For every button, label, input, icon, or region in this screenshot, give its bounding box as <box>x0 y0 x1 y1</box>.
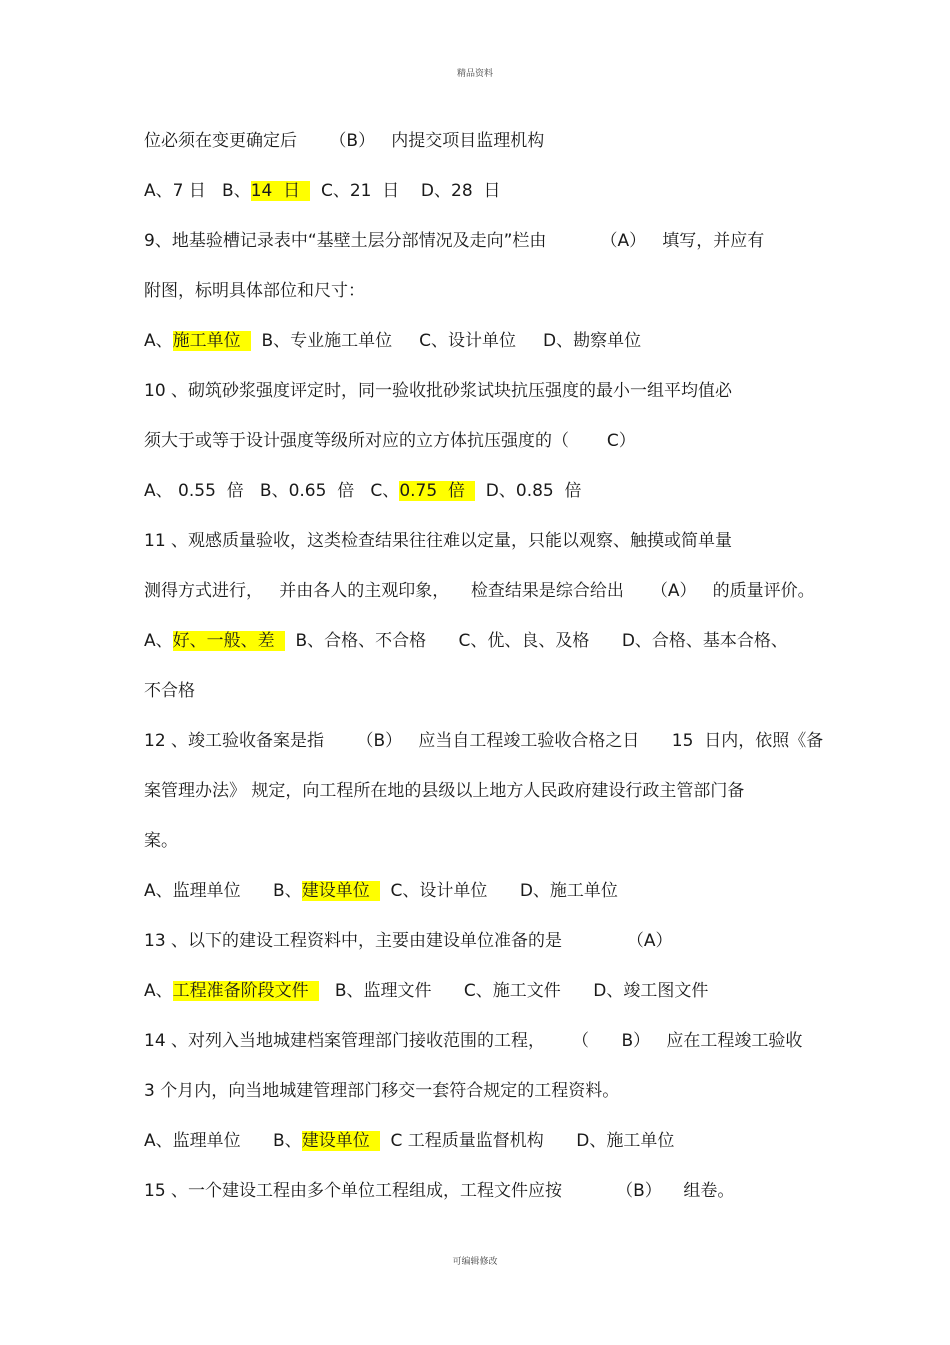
text-segment: D、0.85 倍 <box>474 481 582 501</box>
text-line <box>144 679 824 703</box>
text-line <box>144 729 824 753</box>
text-line <box>144 329 824 353</box>
highlighted-answer: 建设单位 <box>302 881 380 901</box>
text-segment: 12 、竣工验收备案是指 （B） 应当自工程竣工验收合格之日 15 日内，依照《备 <box>144 731 824 751</box>
text-segment: 案。 <box>144 831 178 851</box>
text-segment: 附图，标明具体部位和尺寸： <box>144 281 365 301</box>
text-segment: A、 0.55 倍 B、0.65 倍 C、 <box>144 481 400 501</box>
text-line <box>144 779 824 803</box>
text-segment: 14 、对列入当地城建档案管理部门接收范围的工程， （ B） 应在工程竣工验收 <box>144 1031 803 1051</box>
text-segment: C 工程质量监督机构 D、施工单位 <box>379 1131 675 1151</box>
text-segment: 须大于或等于设计强度等级所对应的立方体抗压强度的（ C） <box>144 431 636 451</box>
highlighted-answer: 工程准备阶段文件 <box>173 981 319 1001</box>
text-line <box>144 529 824 553</box>
text-segment: A、 <box>144 981 173 1001</box>
text-line <box>144 1029 824 1053</box>
text-segment: A、 <box>144 331 173 351</box>
text-segment: 11 、观感质量验收，这类检查结果往往难以定量，只能以观察、触摸或简单量 <box>144 531 733 551</box>
text-line <box>144 429 824 453</box>
text-segment: 案管理办法》 规定，向工程所在地的县级以上地方人民政府建设行政主管部门备 <box>144 781 745 801</box>
text-segment: B、专业施工单位 C、设计单位 D、勘察单位 <box>250 331 642 351</box>
text-line <box>144 1079 824 1103</box>
text-segment: 15 、一个建设工程由多个单位工程组成，工程文件应按 （B） 组卷。 <box>144 1181 735 1201</box>
text-line <box>144 229 824 253</box>
text-line <box>144 379 824 403</box>
text-line <box>144 929 824 953</box>
text-line <box>144 1129 824 1153</box>
text-line <box>144 129 824 153</box>
text-line <box>144 279 824 303</box>
text-line <box>144 179 824 203</box>
highlighted-answer: 施工单位 <box>173 331 251 351</box>
text-segment: 不合格 <box>144 681 195 701</box>
text-segment: B、合格、不合格 C、优、良、及格 D、合格、基本合格、 <box>284 631 788 651</box>
text-segment: C、设计单位 D、施工单位 <box>379 881 618 901</box>
text-segment: A、7 日 B、 <box>144 181 251 201</box>
text-segment: 10 、砌筑砂浆强度评定时，同一验收批砂浆试块抗压强度的最小一组平均值必 <box>144 381 733 401</box>
text-segment: B、监理文件 C、施工文件 D、竣工图文件 <box>318 981 709 1001</box>
text-segment: A、监理单位 B、 <box>144 881 302 901</box>
text-line <box>144 829 824 853</box>
highlighted-answer: 0.75 倍 <box>399 481 475 501</box>
highlighted-answer: 建设单位 <box>302 1131 380 1151</box>
text-line <box>144 629 824 653</box>
text-segment: A、 <box>144 631 173 651</box>
text-segment: A、监理单位 B、 <box>144 1131 302 1151</box>
text-segment: 测得方式进行， 并由各人的主观印象， 检查结果是综合给出 （A） 的质量评价。 <box>144 581 815 601</box>
text-line <box>144 979 824 1003</box>
highlighted-answer: 14 日 <box>251 181 310 201</box>
text-segment: 位必须在变更确定后 （B） 内提交项目监理机构 <box>144 131 545 151</box>
highlighted-answer: 好、一般、差 <box>173 631 285 651</box>
text-line <box>144 879 824 903</box>
text-segment: 13 、以下的建设工程资料中，主要由建设单位准备的是 （A） <box>144 931 673 951</box>
text-line <box>144 479 824 503</box>
text-segment: 9、地基验槽记录表中“基壁土层分部情况及走向”栏由 （A） 填写，并应有 <box>144 231 765 251</box>
text-segment: 3 个月内，向当地城建管理部门移交一套符合规定的工程资料。 <box>144 1081 620 1101</box>
text-segment: C、21 日 D、28 日 <box>310 181 501 201</box>
text-line <box>144 1179 824 1203</box>
page-header: 精品资料 <box>456 69 493 79</box>
page-footer: 可编辑修改 <box>452 1257 498 1267</box>
text-line <box>144 579 824 603</box>
